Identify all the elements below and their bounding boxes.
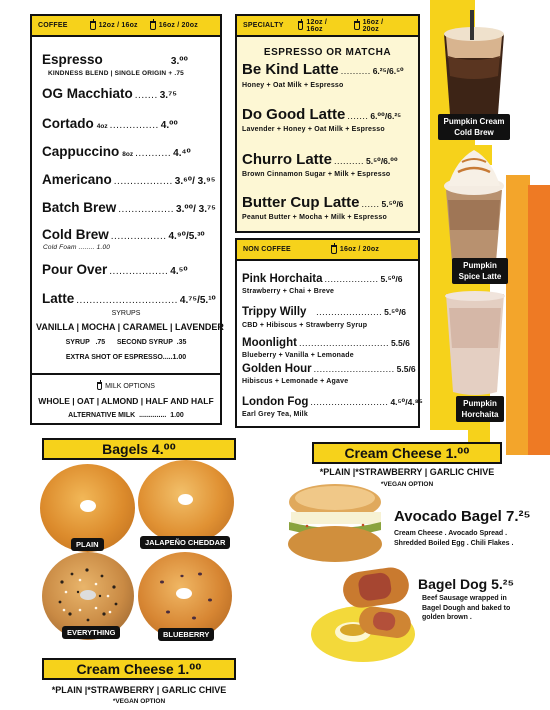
syrup-flavors: VANILLA | MOCHA | CARAMEL | LAVENDER (36, 322, 224, 332)
drink-label: Pumpkin Cream Cold Brew (438, 114, 510, 140)
menu-item: Latte ............................... 4.⁷⁵/5.¹⁰ (42, 291, 216, 306)
cream-cheese-title: Cream Cheese 1.⁰⁰ (344, 444, 470, 461)
cream-cheese-title-bar (42, 658, 236, 680)
menu-item: Golden Hour ........................... 5.5/6 (242, 363, 416, 375)
bagel-tag: JALAPEÑO CHEDDAR (140, 536, 230, 549)
coffee-items (36, 16, 224, 423)
item-description: Blueberry + Vanilla + Lemonade (242, 352, 354, 359)
vegan-note: *VEGAN OPTION (380, 481, 434, 488)
item-description: Brown Cinnamon Sugar + Milk + Espresso (242, 171, 391, 178)
specialty-size-1: 12oz / 16oz (306, 18, 328, 33)
noncoffee-section (235, 238, 423, 428)
menu-item: Espresso 3.⁰⁰ (42, 52, 188, 67)
menu-item: London Fog .......................... 4.⁵⁰/4.⁸⁵ (242, 396, 423, 408)
bagel-dog-image (303, 560, 418, 668)
jalapeno-cheddar-bagel-image (138, 460, 234, 544)
menu-item: Moonlight .............................. 5.5/6 (242, 337, 410, 349)
item-description: Earl Grey Tea, Milk (242, 411, 308, 418)
espresso-shot-price: EXTRA SHOT OF ESPRESSO.....1.00 (65, 354, 187, 361)
specialty-items (242, 16, 412, 231)
coffee-size-1: 12oz / 16oz (98, 22, 138, 29)
cream-cheese-options: *PLAIN |*STRAWBERRY | GARLIC CHIVE (51, 685, 227, 695)
vegan-note: *VEGAN OPTION (112, 698, 166, 705)
cream-cheese-title-bar (312, 442, 502, 464)
item-description: CBD + Hibiscus + Strawberry Syrup (242, 322, 368, 329)
decor-stripe (528, 185, 550, 455)
menu-item: Batch Brew ................. 3.⁰⁰/ 3.⁷⁵ (42, 200, 216, 215)
noncoffee-size-1: 16oz / 20oz (339, 246, 380, 253)
specialty-section (235, 14, 420, 233)
drink-label: Pumpkin Spice Latte (452, 258, 508, 284)
menu-item: Trippy Willy ...................... 5.⁵⁰/6 (242, 306, 406, 318)
coffee-section (30, 14, 222, 425)
milk-options-title: MILK OPTIONS (32, 382, 220, 390)
avocado-bagel-image (283, 480, 388, 570)
menu-item: Pour Over .................. 4.⁵⁰ (42, 262, 188, 277)
coffee-size-2: 16oz / 20oz (158, 22, 198, 29)
menu-item: Pink Horchaita .................. 5.⁵⁰/6 (242, 273, 403, 285)
bagel-tag: PLAIN (71, 538, 104, 551)
pumpkin-horchaita-image (440, 288, 510, 398)
cup-icon (97, 382, 102, 390)
bagels-title-bar (42, 438, 236, 460)
specialty-size-2: 16oz / 20oz (362, 18, 384, 33)
item-description: Strawberry + Chai + Breve (242, 288, 335, 295)
milk-options-list: WHOLE | OAT | ALMOND | HALF AND HALF (38, 396, 214, 406)
noncoffee-items (242, 240, 423, 426)
menu-item: OG Macchiato ....... 3.⁷⁵ (42, 86, 177, 101)
blueberry-bagel-image (138, 552, 232, 640)
specialty-subtitle: ESPRESSO OR MATCHA (263, 47, 392, 58)
menu-item: Cold Brew ................. 4.⁹⁰/5.³⁰ (42, 227, 205, 242)
menu-item: Be Kind Latte .......... 6.²⁵/6.⁵⁰ (242, 61, 404, 78)
item-description: Lavender + Honey + Oat Milk + Espresso (242, 126, 385, 133)
divider (32, 373, 220, 375)
bagel-tag: BLUEBERRY (158, 628, 214, 641)
syrups-title: SYRUPS (111, 310, 141, 317)
syrup-prices: SYRUP .75 SECOND SYRUP .35 (65, 339, 187, 346)
bagel-dog-title: Bagel Dog 5.²⁵ (418, 576, 515, 592)
alternative-milk-price: ALTERNATIVE MILK .............. 1.00 (68, 412, 184, 419)
menu-item: Butter Cup Latte ...... 5.⁵⁰/6 (242, 194, 404, 211)
item-description: Peanut Butter + Mocha + Milk + Espresso (242, 214, 387, 221)
menu-item: Americano .................. 3.⁶⁰/ 3.⁹⁵ (42, 172, 216, 187)
avocado-bagel-title: Avocado Bagel 7.²⁵ (394, 508, 531, 525)
espresso-blend-note: KINDNESS BLEND | SINGLE ORIGIN + .75 (48, 70, 184, 77)
menu-item: Do Good Latte ....... 6.⁰⁰/6.²⁵ (242, 106, 402, 123)
coffee-header-title: COFFEE (38, 22, 68, 29)
cold-foam-note: Cold Foam ........ 1.00 (43, 244, 111, 251)
bagel-tag: EVERYTHING (62, 626, 120, 639)
bagel-dog-description: Beef Sausage wrapped in Bagel Dough and baked to golden brown . (422, 595, 511, 621)
item-description: Hibiscus + Lemonade + Agave (242, 378, 349, 385)
menu-item: Churro Latte .......... 5.⁵⁰/6.⁰⁰ (242, 151, 398, 168)
cream-cheese-title: Cream Cheese 1.⁰⁰ (76, 660, 202, 677)
avocado-bagel-description: Cream Cheese . Avocado Spread . Shredded Boiled Egg . Chili Flakes . (394, 530, 514, 547)
drink-label: Pumpkin Horchaita (456, 396, 504, 422)
menu-item: Cappuccino 8oz ........... 4.⁴⁰ (42, 144, 191, 159)
noncoffee-header-title: NON COFFEE (243, 246, 291, 253)
specialty-header-title: SPECIALTY (243, 22, 284, 29)
bagels-title: Bagels 4.⁰⁰ (102, 440, 176, 457)
item-description: Honey + Oat Milk + Espresso (242, 82, 344, 89)
menu-item: Cortado 4oz ............... 4.⁰⁰ (42, 116, 178, 131)
cream-cheese-options: *PLAIN |*STRAWBERRY | GARLIC CHIVE (319, 467, 495, 477)
